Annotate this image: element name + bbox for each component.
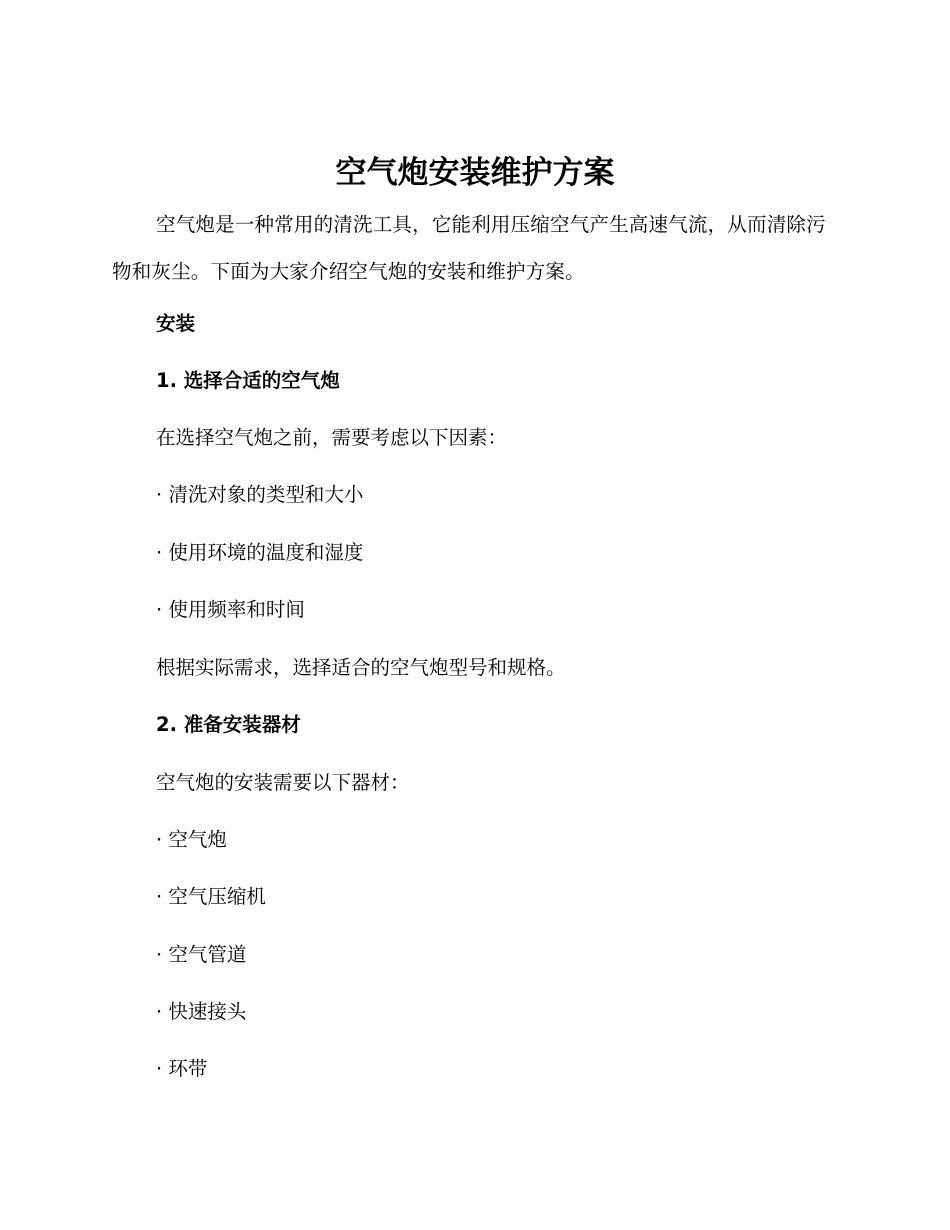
step1-bullet: · 清洗对象的类型和大小 xyxy=(156,483,364,506)
step2-heading: 2. 准备安装器材 xyxy=(156,713,301,736)
step1-bullet: · 使用频率和时间 xyxy=(156,598,305,621)
step2-lead: 空气炮的安装需要以下器材： xyxy=(156,771,410,794)
step1-bullet: · 使用环境的温度和湿度 xyxy=(156,541,364,564)
intro-paragraph: 空气炮是一种常用的清洗工具，它能利用压缩空气产生高速气流，从而清除污物和灰尘。下面为大家介绍空气炮的安装和维护方案。 xyxy=(112,213,826,283)
step2-bullet: · 空气炮 xyxy=(156,828,227,851)
section-heading-install: 安装 xyxy=(156,312,196,335)
step1-conclusion: 根据实际需求，选择适合的空气炮型号和规格。 xyxy=(156,656,566,679)
step2-bullet: · 空气压缩机 xyxy=(156,885,266,908)
step1-lead: 在选择空气炮之前，需要考虑以下因素： xyxy=(156,426,508,449)
document-title: 空气炮安装维护方案 xyxy=(335,155,615,191)
step2-bullet: · 空气管道 xyxy=(156,943,247,966)
step1-heading: 1. 选择合适的空气炮 xyxy=(156,369,340,392)
step2-bullet: · 快速接头 xyxy=(156,1000,247,1023)
step2-bullet: · 环带 xyxy=(156,1057,208,1080)
